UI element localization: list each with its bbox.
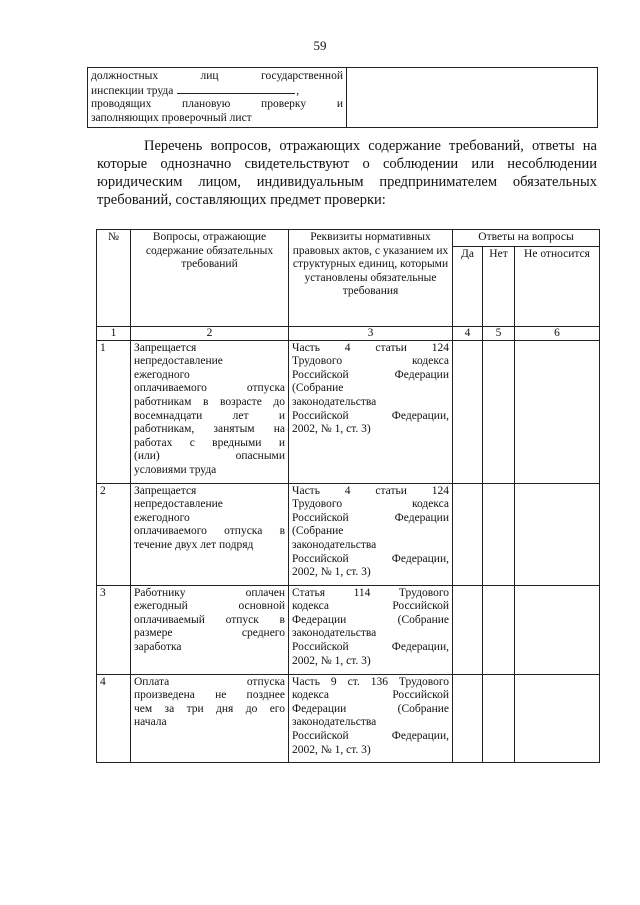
row-num: 3: [97, 585, 131, 674]
header-num: №: [97, 230, 131, 327]
table-row: [97, 674, 600, 762]
header-yes: Да: [453, 246, 483, 326]
row-requisite: Статья 114 Трудового кодекса Российской Федерации (Собрание законодательства Российской Федерации, 2002, № 1, ст. 3): [289, 585, 453, 674]
table-row: [97, 340, 600, 483]
header-requisites: Реквизиты нормативных правовых актов, с указанием их структурных единиц, которыми установлены обязательные требования: [289, 230, 453, 327]
answer-yes-cell[interactable]: [453, 340, 483, 483]
row-requisite: Часть 4 статьи 124 Трудового кодекса Российской Федерации (Собрание законодательства Российской Федерации, 2002, № 1, ст. 3): [289, 483, 453, 585]
answer-na-cell[interactable]: [515, 483, 600, 585]
row-question: Оплата отпуска произведена не позднее чем за три дня до его начала: [131, 674, 289, 762]
answer-na-cell[interactable]: [515, 674, 600, 762]
row-num: 4: [97, 674, 131, 762]
inspector-info-table: [87, 67, 598, 128]
column-number: 2: [131, 326, 289, 340]
row-requisite: Часть 4 статьи 124 Трудового кодекса Российской Федерации (Собрание законодательства Российской Федерации, 2002, № 1, ст. 3): [289, 340, 453, 483]
top-line-1: должностных лиц государственной: [91, 70, 343, 82]
answer-no-cell[interactable]: [483, 674, 515, 762]
answer-no-cell[interactable]: [483, 340, 515, 483]
top-line-2: инспекции труда ,: [91, 84, 300, 97]
table-row: [97, 585, 600, 674]
answer-yes-cell[interactable]: [453, 585, 483, 674]
row-requisite: Часть 9 ст. 136 Трудового кодекса Российской Федерации (Собрание законодательства Российской Федерации, 2002, № 1, ст. 3): [289, 674, 453, 762]
row-question: Работнику оплачен ежегодный основной оплачиваемый отпуск в размере среднего заработка: [131, 585, 289, 674]
table-row: [97, 483, 600, 585]
blank-line: [177, 84, 295, 94]
header-questions: Вопросы, отражающие содержание обязательных требований: [131, 230, 289, 327]
column-number: 3: [289, 326, 453, 340]
top-line-3: проводящих плановую проверку и: [91, 98, 343, 110]
intro-paragraph: Перечень вопросов, отражающих содержание требований, ответы на которые однозначно свидетельствуют о соблюдении или несоблюдении юридическим лицом, индивидуальным предпринимателем обязательных требований, составляющих предмет проверки:: [97, 138, 597, 208]
header-na: Не относится: [515, 246, 600, 326]
row-num: 2: [97, 483, 131, 585]
column-number: 5: [483, 326, 515, 340]
answer-yes-cell[interactable]: [453, 674, 483, 762]
answer-na-cell[interactable]: [515, 585, 600, 674]
signature-cell: [347, 68, 598, 128]
header-answers: Ответы на вопросы: [453, 230, 600, 247]
row-question: Запрещается непредоставление ежегодного оплачиваемого отпуска работникам в возрасте до восемнадцати лет и работникам, занятым на работах с вредными и (или) опасными условиями труда: [131, 340, 289, 483]
answer-no-cell[interactable]: [483, 585, 515, 674]
row-question: Запрещается непредоставление ежегодного оплачиваемого отпуска в течение двух лет подряд: [131, 483, 289, 585]
header-no: Нет: [483, 246, 515, 326]
page-number: 59: [313, 38, 327, 53]
column-number: 1: [97, 326, 131, 340]
column-numbers-row: [97, 326, 600, 340]
checklist-table: [96, 229, 600, 763]
column-number: 4: [453, 326, 483, 340]
row-num: 1: [97, 340, 131, 483]
top-line-4: заполняющих проверочный лист: [91, 111, 252, 124]
inspector-info-cell: [88, 68, 347, 128]
answer-yes-cell[interactable]: [453, 483, 483, 585]
answer-no-cell[interactable]: [483, 483, 515, 585]
column-number: 6: [515, 326, 600, 340]
answer-na-cell[interactable]: [515, 340, 600, 483]
